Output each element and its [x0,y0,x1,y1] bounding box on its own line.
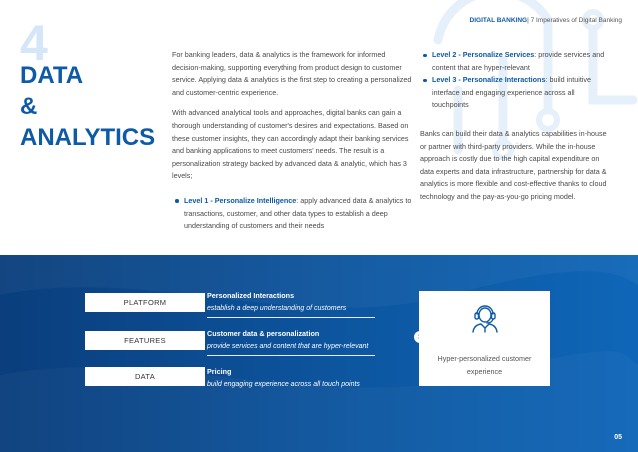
section-title-line3: ANALYTICS [20,124,156,151]
feature-desc: provide services and content that are hyper-relevant [207,343,369,350]
insight-paragraph: With advanced analytical tools and approaches, digital banks can gain a thorough understanding of customer's desires and expectations. Based on these customer insights, they can accordingly adapt their banking services and banking applications to meet customers' needs. The result is a personalization strategy backed by advanced data & analytic, which has 3 levels; [172,108,409,181]
section-title-line2: & [20,93,38,120]
level2-text: : provide services and content that are hyper-relevant [432,50,605,72]
feature-pricing [207,367,377,388]
data-label: DATA [85,367,205,386]
level1-item [172,195,412,233]
capabilities-paragraph: Banks can build their data & analytics capabilities in-house or partner with third-party providers. While the in-house approach is costly due to the high capital expenditure on data experts and data infrastructure, partnership for data & analytics is more flexible and cost-effective thanks to cloud technology and the pay-as-you-go pricing model. [420,128,607,201]
features-label: FEATURES [85,331,205,350]
section-title [20,60,155,153]
header-separator: | [527,17,529,24]
header-subtitle: 7 Imperatives of Digital Banking [530,17,622,24]
customer-service-agent-icon [470,301,500,333]
level2-item [420,49,610,74]
feature-customer-data [207,329,377,356]
feature-desc: build engaging experience across all touch points [207,381,360,388]
level3-text: : build intuitive interface and engaging experience across all touchpoints [432,75,591,110]
feature-title: Customer data & personalization [207,329,320,338]
feature-divider [207,317,375,318]
page-number: 05 [614,434,622,441]
result-card [419,291,550,386]
platform-label: PLATFORM [85,293,205,312]
feature-personalized-interactions [207,291,377,318]
level3-title: Level 3 - Personalize Interactions [432,75,546,85]
section-number: 4 [20,15,48,71]
page-header [470,17,622,24]
result-text: Hyper-personalized customer experience [437,354,532,376]
level3-item [420,74,610,112]
intro-paragraph: For banking leaders, data & analytics is the framework for informed decision-making, supporting everything from product design to customer service. Applying data & analytics is the first step to creating a personalized and customer-centric experience. [172,50,412,97]
feature-title: Personalized Interactions [207,291,295,300]
body-column-right [420,49,610,212]
body-column-left [172,49,412,233]
header-brand: DIGITAL BANKING [469,17,528,24]
level2-title: Level 2 - Personalize Services [432,50,535,59]
levels-list-part1 [172,195,412,233]
section-title-line1: DATA [20,62,84,89]
feature-title: Pricing [207,367,232,376]
feature-desc: establish a deep understanding of customers [207,305,347,312]
level1-title: Level 1 - Personalize Intelligence [184,195,297,205]
level1-text: : apply advanced data & analytics to transactions, customer, and other data types to establish a deep understanding of customers and their needs [184,195,412,231]
levels-list-part2 [420,49,610,112]
feature-divider [207,355,375,356]
